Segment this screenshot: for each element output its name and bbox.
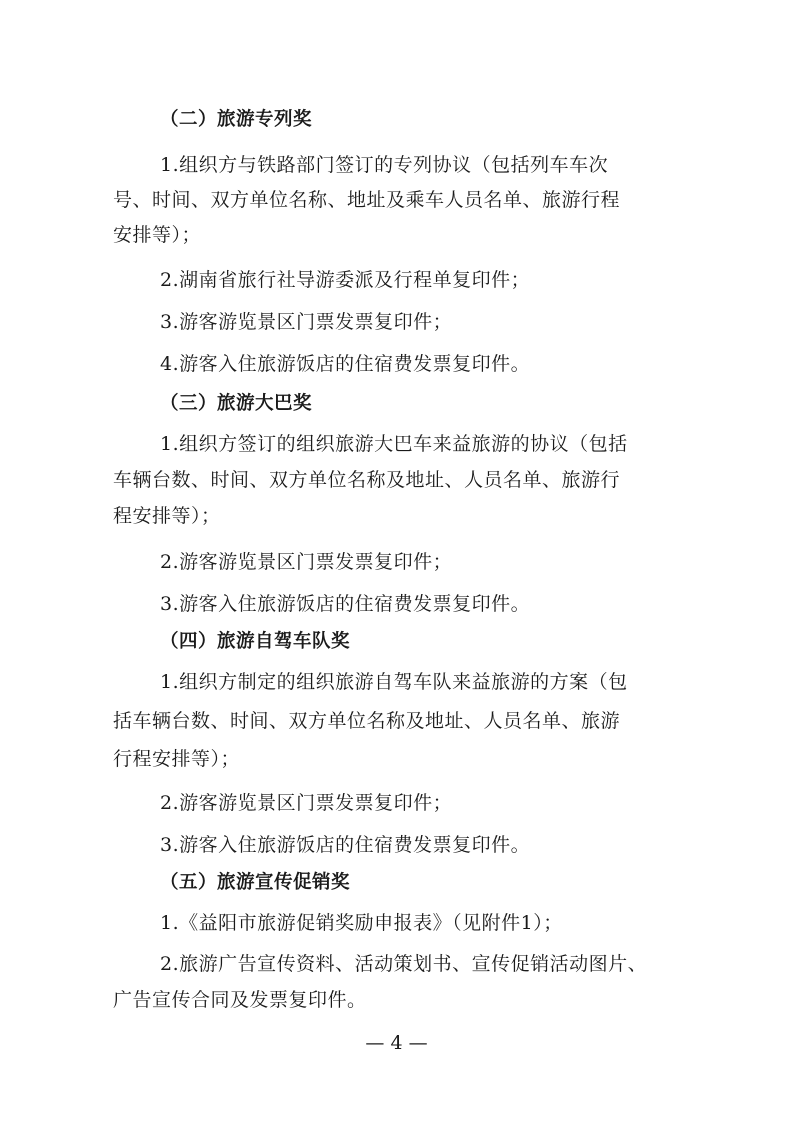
paragraph-line: 括车辆台数、时间、双方单位名称及地址、人员名单、旅游 [113,710,621,732]
paragraph-line: 4.游客入住旅游饭店的住宿费发票复印件。 [160,353,531,375]
paragraph-line: 2.游客游览景区门票发票复印件； [160,792,453,814]
paragraph-line: 号、时间、双方单位名称、地址及乘车人员名单、旅游行程 [113,189,621,211]
section-heading-2: （二）旅游专列奖 [160,109,313,130]
paragraph-line: 3.游客入住旅游饭店的住宿费发票复印件。 [160,593,531,615]
section-heading-3: （三）旅游大巴奖 [160,393,313,414]
paragraph-line: 2.旅游广告宣传资料、活动策划书、宣传促销活动图片、 [160,953,648,975]
paragraph-line: 3.游客游览景区门票发票复印件； [160,311,453,333]
paragraph-line: 1.《益阳市旅游促销奖励申报表》（见附件1）； [160,912,563,934]
paragraph-line: 车辆台数、时间、双方单位名称及地址、人员名单、旅游行 [113,469,621,491]
page-number: — 4 — [365,1032,428,1054]
paragraph-line: 2.湖南省旅行社导游委派及行程单复印件； [160,269,531,291]
paragraph-line: 1.组织方签订的组织旅游大巴车来益旅游的协议（包括 [160,433,628,455]
paragraph-line: 3.游客入住旅游饭店的住宿费发票复印件。 [160,834,531,856]
section-heading-4: （四）旅游自驾车队奖 [160,631,351,652]
section-heading-5: （五）旅游宣传促销奖 [160,872,351,893]
paragraph-line: 行程安排等）； [113,748,241,770]
paragraph-line: 2.游客游览景区门票发票复印件； [160,551,453,573]
paragraph-line: 广告宣传合同及发票复印件。 [113,989,367,1011]
paragraph-line: 安排等）； [113,224,202,246]
paragraph-line: 1.组织方制定的组织旅游自驾车队来益旅游的方案（包 [160,671,628,693]
paragraph-line: 程安排等）； [113,505,221,527]
paragraph-line: 1.组织方与铁路部门签订的专列协议（包括列车车次 [160,154,609,176]
